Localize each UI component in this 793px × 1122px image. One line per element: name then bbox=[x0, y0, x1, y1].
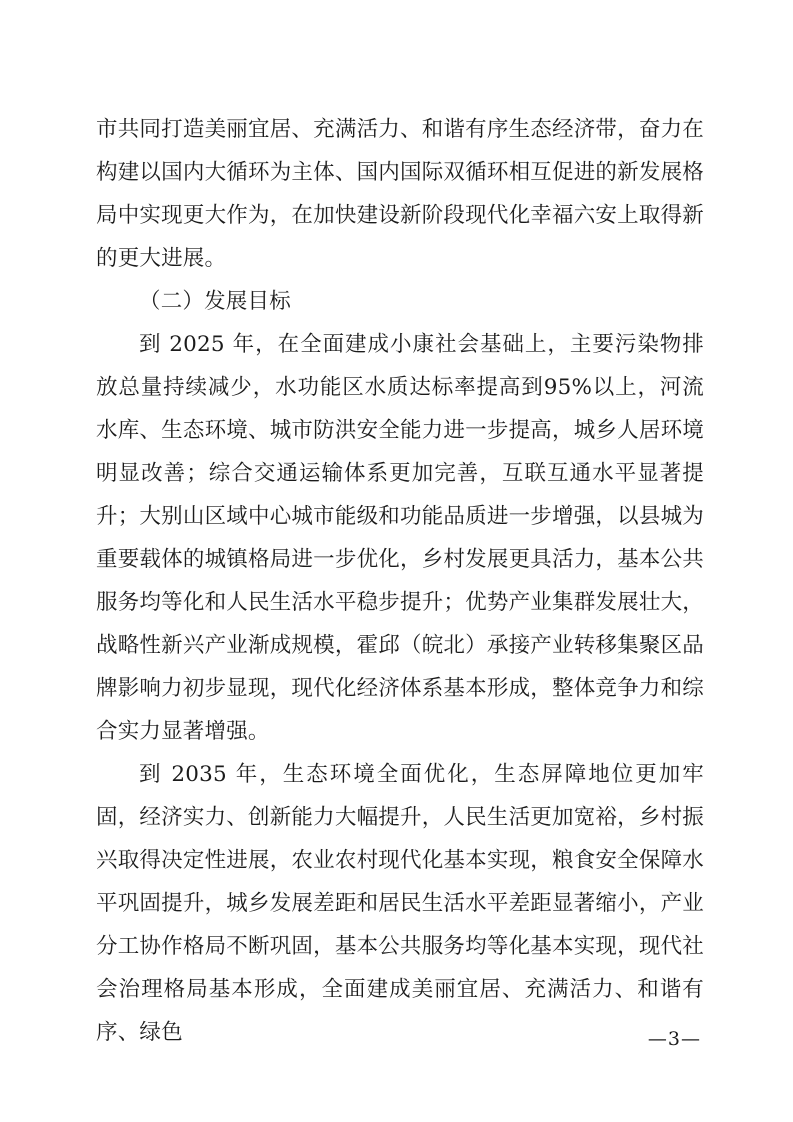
page-number: —3— bbox=[647, 1028, 701, 1050]
paragraph-2035-goals: 到 2035 年，生态环境全面优化，生态屏障地位更加牢固，经济实力、创新能力大幅提升，人民生活更加宽裕，乡村振兴取得决定性进展，农业农村现代化基本实现，粮食安全保障水平巩固提升，城乡发展差距和居民生活水平差距显著缩小，产业分工协作格局不断巩固，基本公共服务均等化基本实现，现代社会治理格局基本形成，全面建成美丽宜居、充满活力、和谐有序、绿色 bbox=[96, 762, 704, 1045]
section-heading-development-goals: （二）发展目标 bbox=[139, 289, 291, 314]
paragraph-2025-goals: 到 2025 年，在全面建成小康社会基础上，主要污染物排放总量持续减少，水功能区水质达标率提高到95%以上，河流水库、生态环境、城市防洪安全能力进一步提高，城乡人居环境明显改善；综合交通运输体系更加完善，互联互通水平显著提升；大别山区域中心城市能级和功能品质进一步增强，以县城为重要载体的城镇格局进一步优化，乡村发展更具活力，基本公共服务均等化和人民生活水平稳步提升；优势产业集群发展壮大，战略性新兴产业渐成规模，霍邱（皖北）承接产业转移集聚区品牌影响力初步显现，现代化经济体系基本形成，整体竞争力和综合实力显著增强。 bbox=[96, 332, 704, 744]
paragraph-1: 市共同打造美丽宜居、充满活力、和谐有序生态经济带，奋力在构建以国内大循环为主体、国内国际双循环相互促进的新发展格局中实现更大作为，在加快建设新阶段现代化幸福六安上取得新的更大进展。 bbox=[96, 117, 704, 271]
page-body bbox=[96, 108, 704, 1054]
